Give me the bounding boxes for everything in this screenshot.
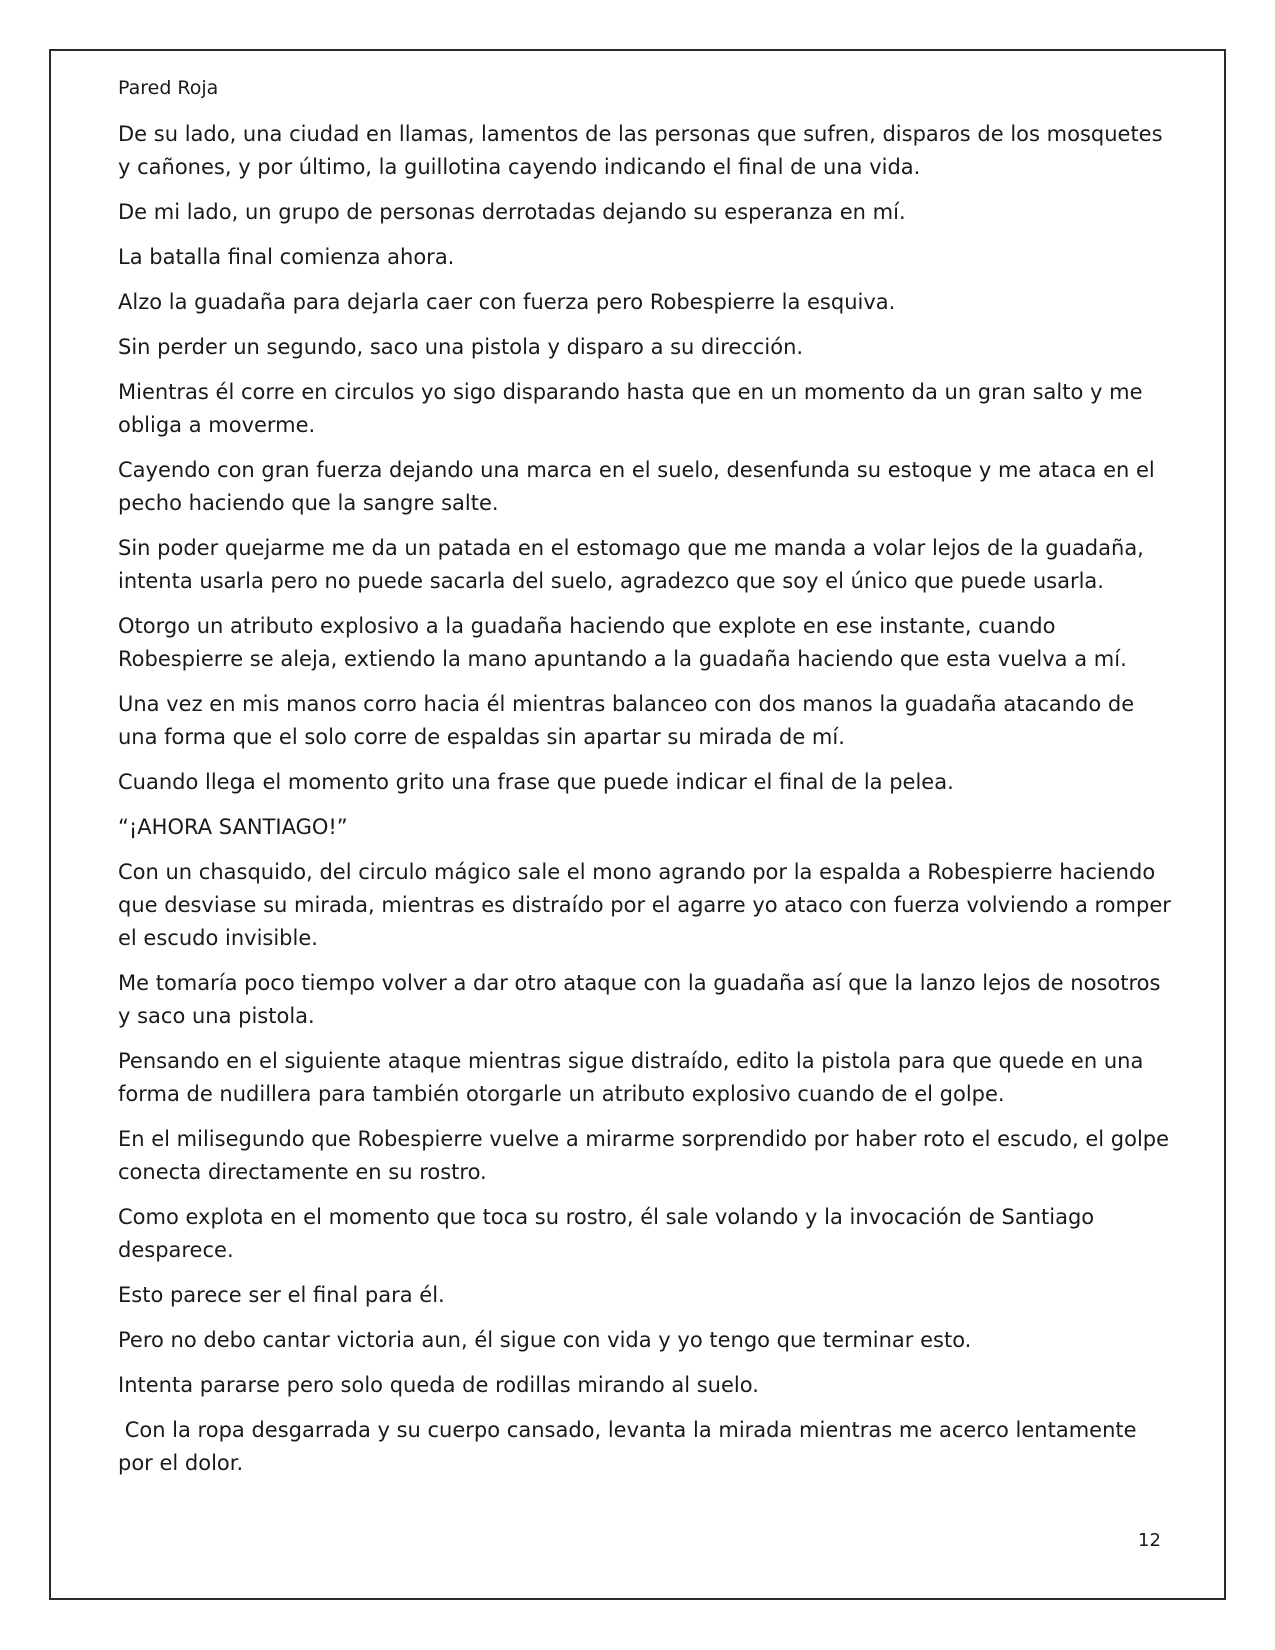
paragraph: Mientras él corre en circulos yo sigo disparando hasta que en un momento da un gran salto y me obliga a moverme. [118,380,1150,437]
dialogue-line: “¡AHORA SANTIAGO!” [118,815,348,839]
paragraph: Sin perder un segundo, saco una pistola y disparo a su dirección. [118,335,804,359]
paragraph: Me tomaría poco tiempo volver a dar otro ataque con la guadaña así que la lanzo lejos de nosotros y saco una pistola. [118,971,1168,1028]
paragraph: Intenta pararse pero solo queda de rodillas mirando al suelo. [118,1373,759,1397]
running-header: Pared Roja [118,77,219,99]
paragraph: Esto parece ser el final para él. [118,1283,445,1307]
paragraph: De mi lado, un grupo de personas derrotadas dejando su esperanza en mí. [118,200,906,224]
paragraph: Con la ropa desgarrada y su cuerpo cansado, levanta la mirada mientras me acerco lentamente por el dolor. [118,1418,1144,1475]
paragraph: Alzo la guadaña para dejarla caer con fuerza pero Robespierre la esquiva. [118,290,896,314]
paragraph: Otorgo un atributo explosivo a la guadaña haciendo que explote en ese instante, cuando Robespierre se aleja, extiendo la mano apuntando a la guadaña haciendo que esta vuelva a mí. [118,614,1127,671]
paragraph: Pensando en el siguiente ataque mientras sigue distraído, edito la pistola para que quede en una forma de nudillera para también otorgarle un atributo explosivo cuando de el golpe. [118,1049,1151,1106]
paragraph: Como explota en el momento que toca su rostro, él sale volando y la invocación de Santiago desparece. [118,1205,1101,1262]
paragraph: En el milisegundo que Robespierre vuelve a mirarme sorprendido por haber roto el escudo, el golpe conecta directamente en su rostro. [118,1127,1176,1184]
body-text [118,118,1176,1492]
paragraph: Cuando llega el momento grito una frase que puede indicar el final de la pelea. [118,770,954,794]
paragraph: De su lado, una ciudad en llamas, lamentos de las personas que sufren, disparos de los mosquetes y cañones, y por último, la guillotina cayendo indicando el final de una vida. [118,122,1170,179]
page-number: 12 [1138,1530,1161,1551]
paragraph: Una vez en mis manos corro hacia él mientras balanceo con dos manos la guadaña atacando de una forma que el solo corre de espaldas sin apartar su mirada de mí. [118,692,1141,749]
paragraph: Sin poder quejarme me da un patada en el estomago que me manda a volar lejos de la guadaña, intenta usarla pero no puede sacarla del suelo, agradezco que soy el único que puede usarla. [118,536,1151,593]
paragraph: La batalla final comienza ahora. [118,245,455,269]
paragraph: Cayendo con gran fuerza dejando una marca en el suelo, desenfunda su estoque y me ataca en el pecho haciendo que la sangre salte. [118,458,1162,515]
paragraph: Con un chasquido, del circulo mágico sale el mono agrando por la espalda a Robespierre haciendo que desviase su mirada, mientras es distraído por el agarre yo ataco con fuerza volviendo a romper el escudo invisible. [118,860,1178,950]
paragraph: Pero no debo cantar victoria aun, él sigue con vida y yo tengo que terminar esto. [118,1328,972,1352]
